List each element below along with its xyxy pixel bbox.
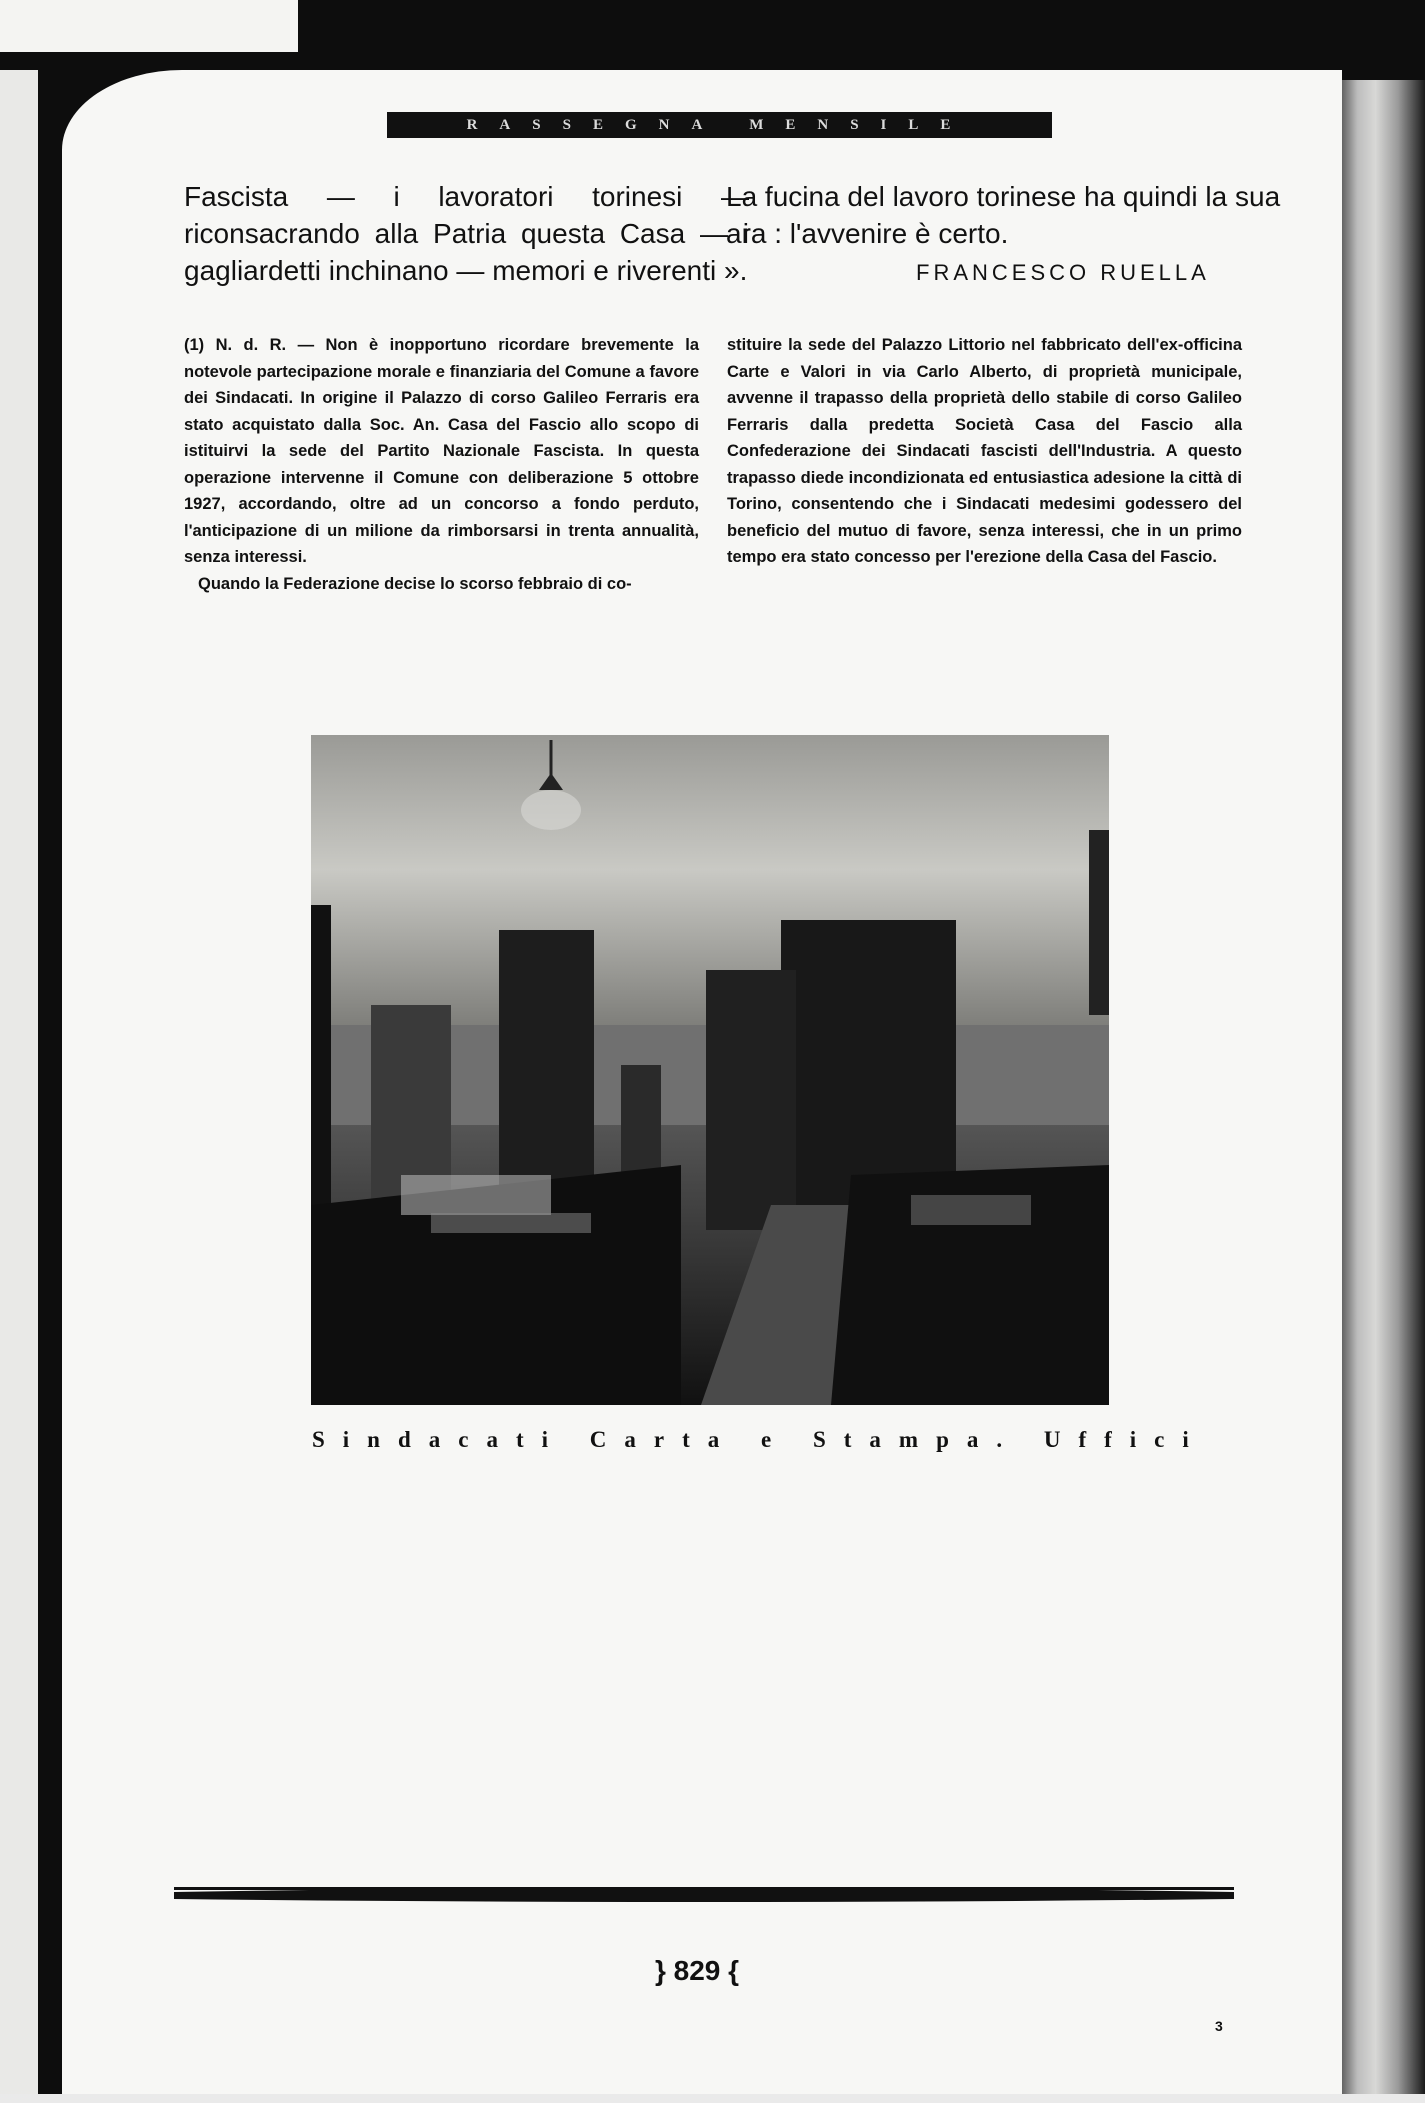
scan-margin-bottom: [0, 2094, 1425, 2103]
scan-binding-shadow: [1335, 80, 1425, 2094]
footnote-left-column: [184, 332, 699, 597]
author-signature: FRANCESCO RUELLA: [916, 260, 1210, 285]
footnote-paragraph: stituire la sede del Palazzo Littorio nel fabbricato dell'ex-officina Carte e Valori in via Carlo Alberto, di proprietà municipale, avvenne il trapasso della proprietà dello stabile di corso Galileo Ferraris dalla predetta Società Casa del Fascio alla Confederazione dei Sindacati fascisti dell'Industria. A questo trapasso diede incondizionata ed entusiastica adesione la città di Torino, consentendo che i Sindacati medesimi godessero del beneficio del mutuo di favore, senza interessi, che in un primo tempo era stato concesso per l'erezione della Casa del Fascio.: [727, 336, 1242, 566]
magazine-page: [62, 70, 1342, 2094]
running-title: RASSEGNA MENSILE: [466, 116, 973, 133]
sheet-mark: 3: [1215, 2018, 1223, 2034]
page-number: [637, 1955, 757, 1987]
page-number-value: 829: [673, 1955, 721, 1986]
ornamental-divider: [174, 1885, 1234, 1903]
article-text-right: La fucina del lavoro torinese ha quindi la sua ara : l'avvenire è certo.: [726, 181, 1281, 249]
office-photograph: [311, 735, 1109, 1405]
article-text-left: Fascista — i lavoratori torinesi — riconsacrando alla Patria questa Casa — i gagliardetti inchinano — memori e riverenti ».: [184, 181, 749, 286]
footnote-paragraph: (1) N. d. R. — Non è inopportuno ricordare brevemente la notevole partecipazione morale e finanziaria del Comune a favore dei Sindacati. In origine il Palazzo di corso Galileo Ferraris era stato acquistato dalla Soc. An. Casa del Fascio allo scopo di istituirvi la sede del Partito Nazionale Fascista. In questa operazione intervenne il Comune con deliberazione 5 ottobre 1927, accordando, oltre ad un concorso a fondo perduto, l'anticipazione di un milione da rimborsarsi in trenta annualità, senza interessi.: [184, 336, 699, 566]
scan-margin-top: [0, 0, 298, 52]
bracket-left-icon: }: [654, 1955, 666, 1986]
scan-margin-left: [0, 70, 38, 2100]
photo-caption: Sindacati Carta e Stampa. Uffici: [312, 1427, 1207, 1452]
footnote-paragraph: Quando la Federazione decise lo scorso febbraio di co-: [198, 574, 632, 593]
running-header-band: [387, 112, 1052, 138]
footnote-right-column: [727, 332, 1242, 571]
bracket-right-icon: {: [728, 1955, 740, 1986]
